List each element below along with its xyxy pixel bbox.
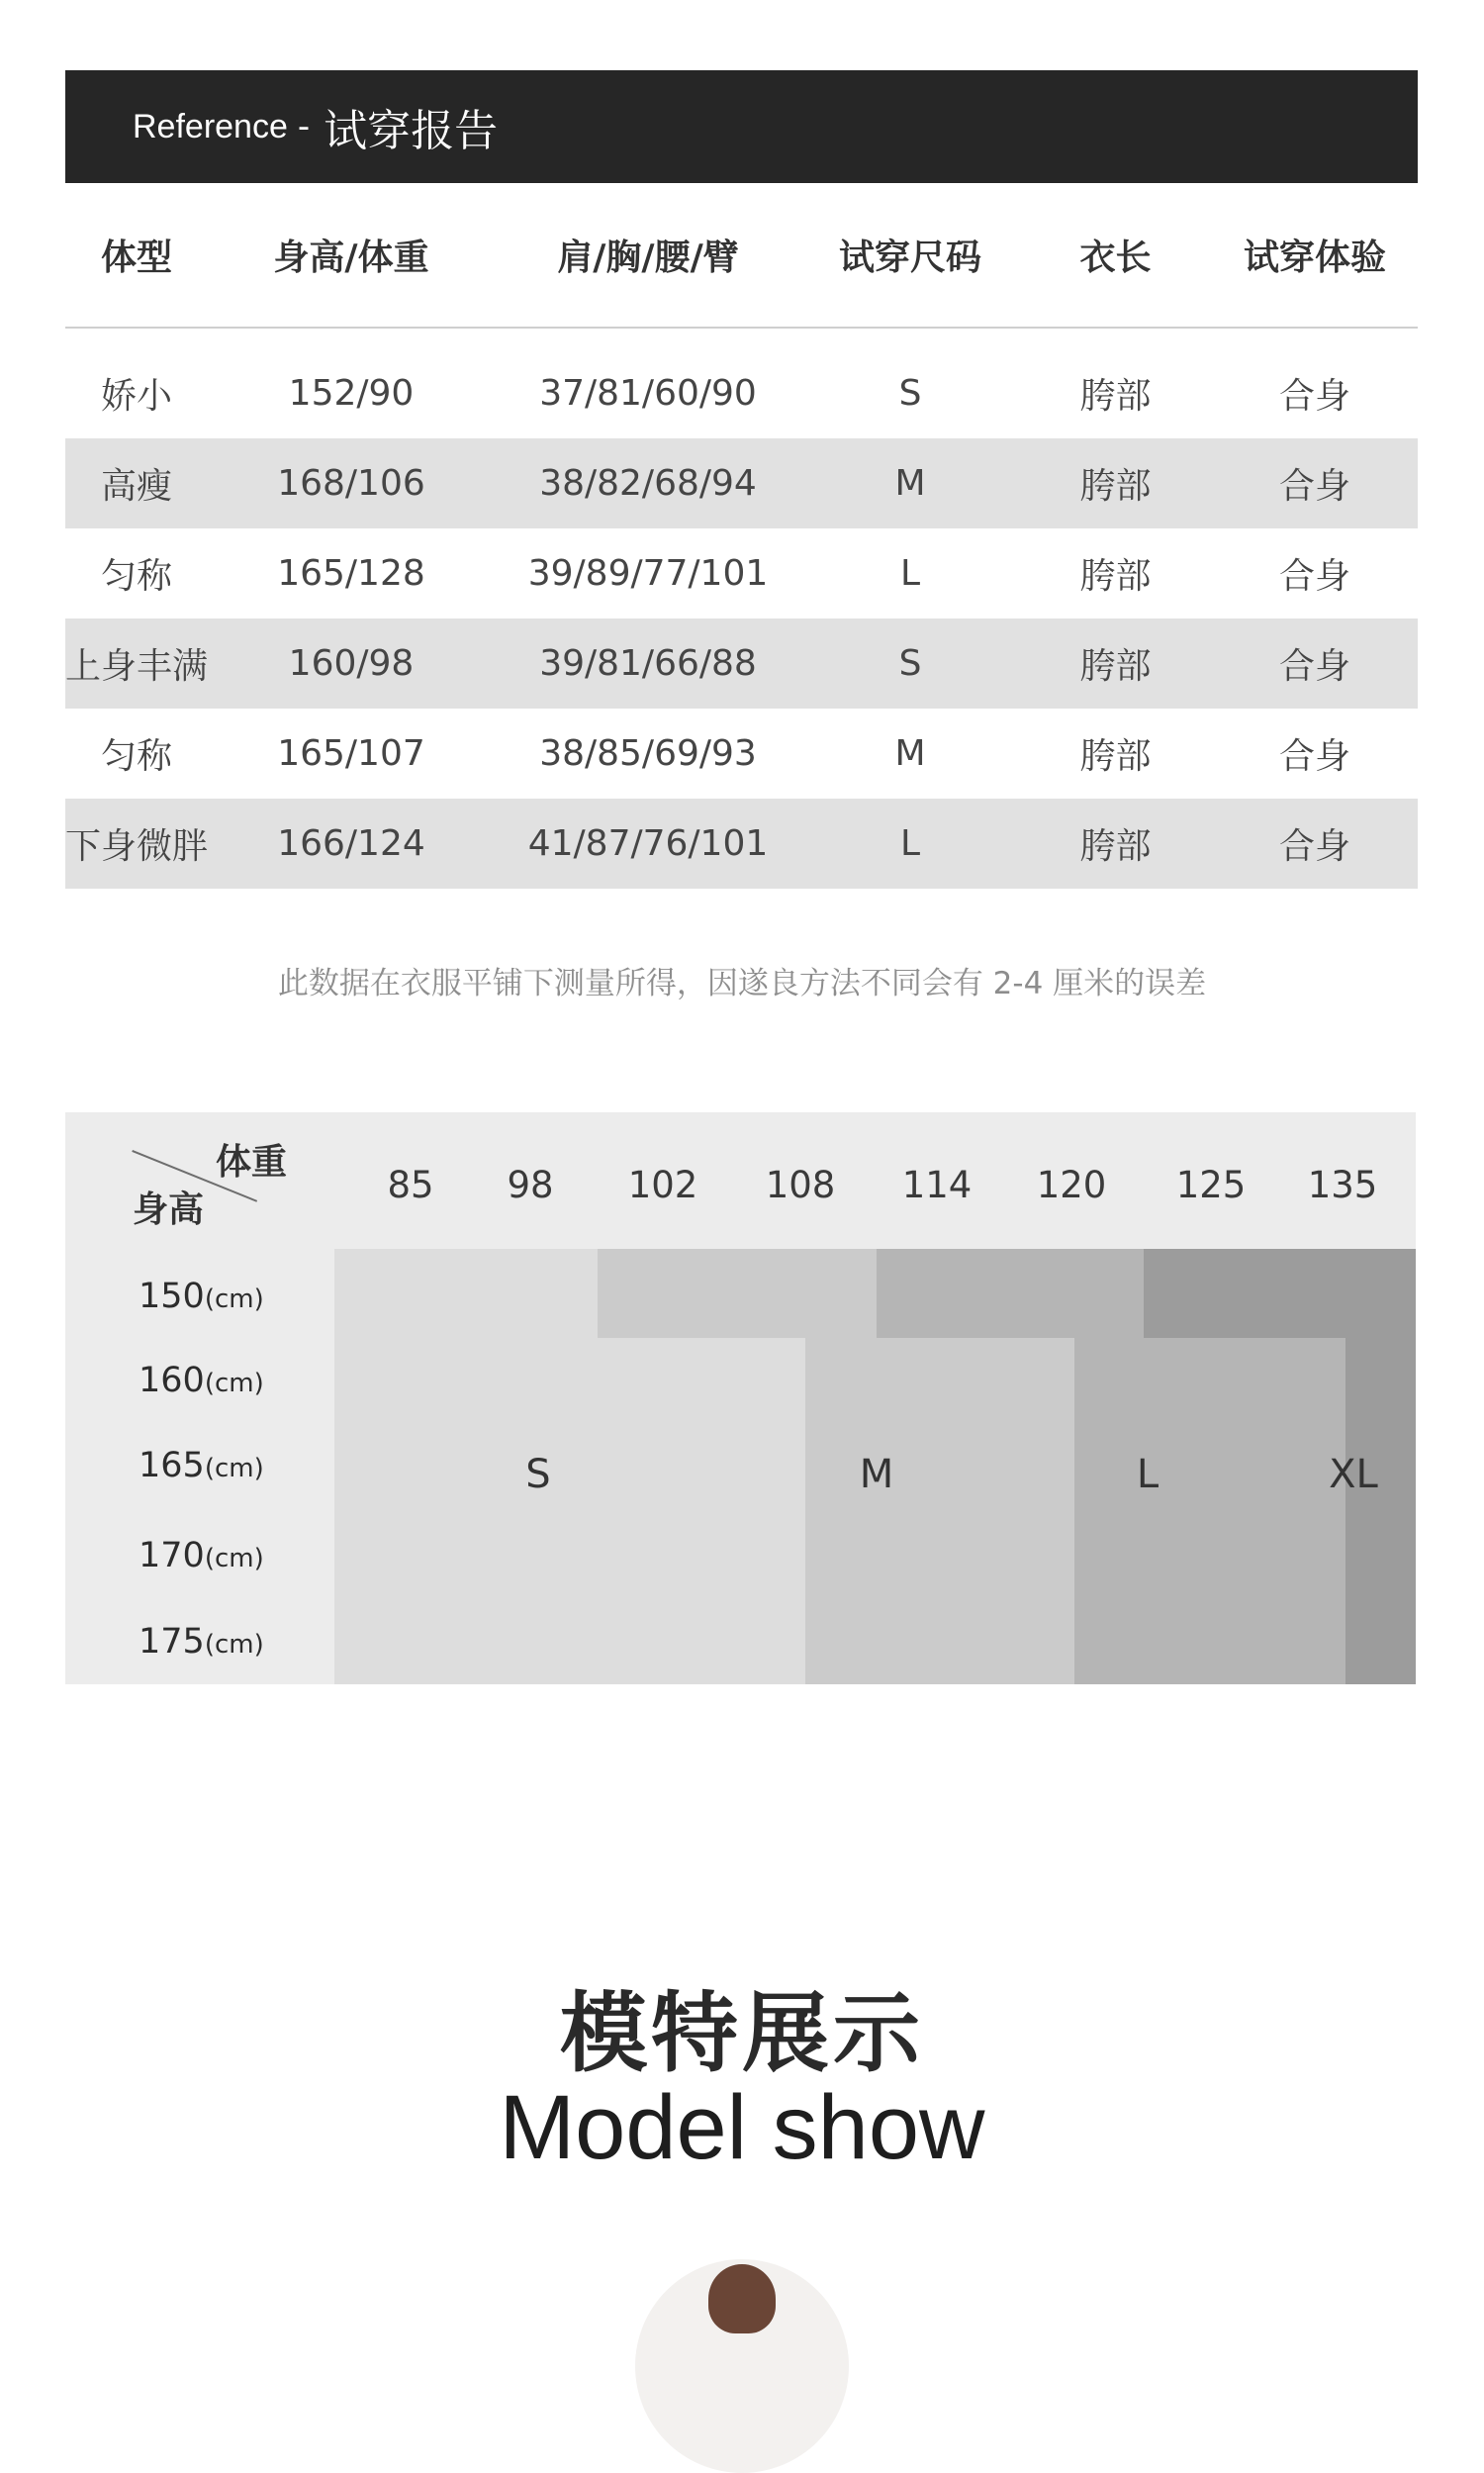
weight-value: 114: [901, 1164, 973, 1206]
table-cell: 165/128: [277, 553, 425, 594]
table-cell: 38/82/68/94: [539, 463, 757, 504]
table-cell: 胯部: [1079, 736, 1152, 777]
table-cell: 152/90: [288, 373, 415, 414]
table-cell: 胯部: [1079, 376, 1152, 417]
table-cell: 高瘦: [100, 466, 172, 507]
weight-value: 102: [627, 1164, 698, 1206]
table-cell: M: [894, 733, 926, 774]
table-cell: 168/106: [277, 463, 425, 504]
height-axis-label: 身高: [133, 1189, 205, 1230]
table-cell: 胯部: [1079, 556, 1152, 597]
height-number: 165: [139, 1446, 205, 1485]
table-row: [65, 348, 1418, 438]
table-row: [65, 799, 1418, 889]
model-title-en: Model show: [499, 2077, 985, 2178]
height-unit: (cm): [204, 1369, 264, 1398]
size-label-xl: XL: [1329, 1452, 1378, 1497]
table-cell: L: [899, 823, 921, 864]
height-unit: (cm): [204, 1454, 264, 1483]
table-cell: 38/85/69/93: [539, 733, 757, 774]
table-cell: 胯部: [1079, 826, 1152, 867]
table-cell: S: [898, 373, 922, 414]
table-cell: 合身: [1278, 466, 1350, 507]
table-cell: 合身: [1278, 556, 1350, 597]
table-cell: M: [894, 463, 926, 504]
table-cell: 匀称: [100, 556, 172, 597]
height-value: [139, 1446, 264, 1485]
weight-value: 120: [1036, 1164, 1107, 1206]
model-head: [708, 2264, 776, 2333]
height-value: [139, 1536, 264, 1575]
table-cell: 37/81/60/90: [539, 373, 757, 414]
header-cell: 身高/体重: [273, 238, 429, 278]
weight-value: 135: [1307, 1164, 1378, 1206]
fitting-report-table: [65, 183, 1418, 889]
table-cell: 娇小: [100, 376, 172, 417]
banner-title: 试穿报告: [324, 106, 499, 156]
table-row: [65, 438, 1418, 528]
table-cell: 合身: [1278, 736, 1350, 777]
height-number: 170: [139, 1536, 205, 1575]
table-cell: 165/107: [277, 733, 425, 774]
table-cell: 胯部: [1079, 466, 1152, 507]
report-banner: [65, 70, 1418, 183]
header-cell: 体型: [100, 238, 172, 278]
measurement-note: 此数据在衣服平铺下测量所得，因遂良方法不同会有 2-4 厘米的误差: [277, 966, 1207, 1001]
table-cell: 39/81/66/88: [539, 643, 757, 684]
table-row: [65, 618, 1418, 709]
weight-value: 98: [507, 1164, 554, 1206]
height-number: 150: [139, 1277, 205, 1316]
table-cell: 下身微胖: [65, 826, 209, 867]
size-chart: [65, 1112, 1416, 1684]
table-cell: 166/124: [277, 823, 425, 864]
table-cell: 上身丰满: [65, 646, 209, 687]
height-number: 175: [139, 1622, 205, 1662]
table-cell: 合身: [1278, 646, 1350, 687]
height-unit: (cm): [204, 1284, 264, 1314]
height-unit: (cm): [204, 1630, 264, 1660]
table-header: [65, 183, 1418, 329]
table-cell: 合身: [1278, 376, 1350, 417]
weight-value: 108: [765, 1164, 836, 1206]
size-label-m: M: [859, 1452, 894, 1497]
header-cell: 试穿尺码: [838, 238, 981, 278]
size-band-xl: [1144, 1249, 1345, 1338]
header-cell: 肩/胸/腰/臂: [557, 238, 739, 278]
height-unit: (cm): [204, 1544, 264, 1573]
height-value: [139, 1361, 264, 1400]
table-cell: 合身: [1278, 826, 1350, 867]
header-cell: 衣长: [1079, 238, 1152, 278]
header-cell: 试穿体验: [1243, 238, 1386, 278]
size-label-l: L: [1136, 1452, 1159, 1497]
table-row: [65, 709, 1418, 799]
size-band-l: [877, 1249, 1074, 1338]
table-cell: 匀称: [100, 736, 172, 777]
weight-value: 85: [387, 1164, 434, 1206]
weight-axis-label: 体重: [216, 1142, 288, 1183]
table-cell: L: [899, 553, 921, 594]
height-number: 160: [139, 1361, 205, 1400]
table-cell: 胯部: [1079, 646, 1152, 687]
table-cell: 41/87/76/101: [527, 823, 769, 864]
height-value: [139, 1622, 264, 1662]
table-row: [65, 528, 1418, 618]
table-cell: S: [898, 643, 922, 684]
banner-reference: Reference: [133, 107, 288, 145]
table-cell: 39/89/77/101: [527, 553, 769, 594]
height-value: [139, 1277, 264, 1316]
weight-value: 125: [1175, 1164, 1247, 1206]
size-band-m: [598, 1249, 805, 1338]
size-label-s: S: [525, 1452, 551, 1497]
banner-separator: -: [297, 107, 311, 146]
table-cell: 160/98: [288, 643, 415, 684]
model-title-cn: 模特展示: [559, 1982, 924, 2084]
